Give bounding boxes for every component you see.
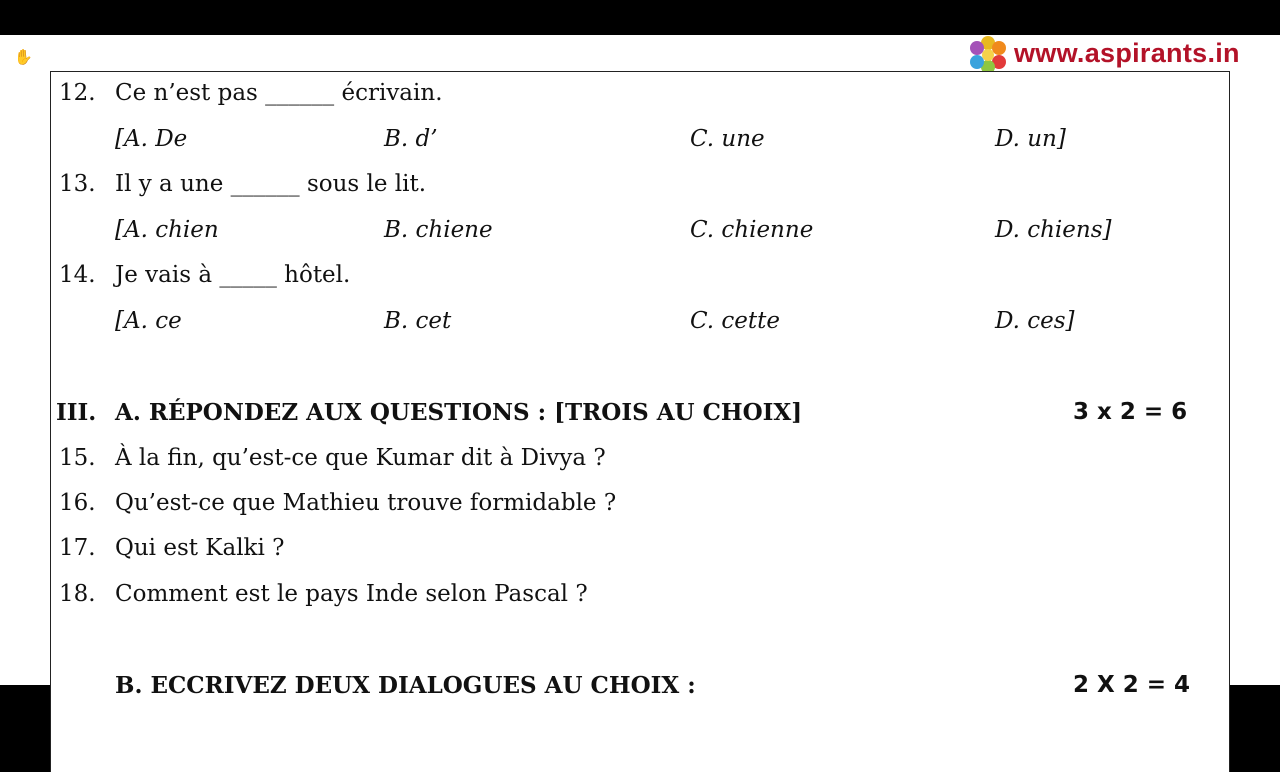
question-text: Qu’est-ce que Mathieu trouve formidable ? <box>115 490 617 516</box>
site-url: www.aspirants.in <box>1014 38 1240 68</box>
question-text: Ce n’est pas ______ écrivain. <box>115 80 443 106</box>
question-text: À la fin, qu’est-ce que Kumar dit à Divya ? <box>115 445 606 471</box>
site-logo <box>966 35 1276 75</box>
option-a: [A. chien <box>115 217 219 243</box>
section-marks: 3 x 2 = 6 <box>1073 399 1188 425</box>
option-b: B. cet <box>384 308 452 334</box>
flower-logo-icon <box>966 35 1010 75</box>
hand-cursor-icon: ✋ <box>14 48 33 66</box>
option-d: D. chiens] <box>995 217 1112 243</box>
question-number: 14. <box>59 262 96 288</box>
option-c: C. chienne <box>690 217 814 243</box>
option-b: B. d’ <box>384 126 438 152</box>
option-d: D. un] <box>995 126 1066 152</box>
option-c: C. cette <box>690 308 780 334</box>
section-b-marks: 2 X 2 = 4 <box>1073 672 1191 698</box>
question-text: Il y a une ______ sous le lit. <box>115 171 427 197</box>
question-number: 17. <box>59 535 96 561</box>
question-number: 16. <box>59 490 96 516</box>
question-text: Je vais à _____ hôtel. <box>115 262 351 288</box>
question-number: 18. <box>59 581 96 607</box>
option-d: D. ces] <box>995 308 1075 334</box>
option-b: B. chiene <box>384 217 493 243</box>
section-title: A. RÉPONDEZ AUX QUESTIONS : [TROIS AU CHOIX] <box>115 399 803 426</box>
question-number: 15. <box>59 445 96 471</box>
video-frame <box>0 35 1280 699</box>
option-a: [A. De <box>115 126 188 152</box>
question-text: Qui est Kalki ? <box>115 535 285 561</box>
section-number: III. <box>56 399 97 426</box>
question-text: Comment est le pays Inde selon Pascal ? <box>115 581 588 607</box>
option-c: C. une <box>690 126 765 152</box>
option-a: [A. ce <box>115 308 182 334</box>
question-number: 12. <box>59 80 96 106</box>
question-number: 13. <box>59 171 96 197</box>
section-b-title: B. ECCRIVEZ DEUX DIALOGUES AU CHOIX : <box>115 672 696 699</box>
exam-paper <box>50 71 1230 772</box>
